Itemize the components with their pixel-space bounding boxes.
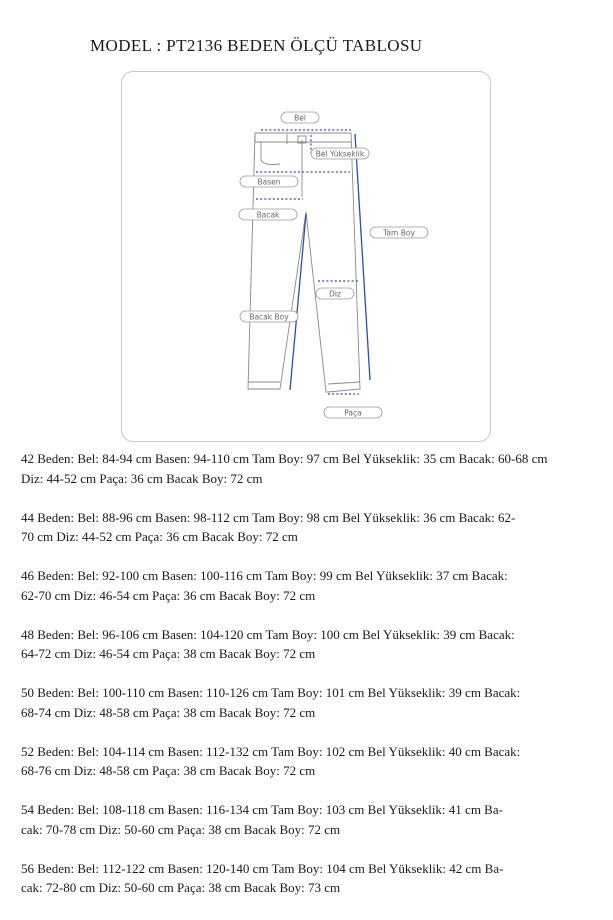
size-entry-56 [21,859,593,898]
label-basen-text: Basen [257,177,281,187]
size-entry-46 [21,566,593,605]
label-bacak [239,209,297,220]
page-title: MODEL : PT2136 BEDEN ÖLÇÜ TABLOSU [90,36,423,55]
size-line: 54 Beden: Bel: 108-118 cm Basen: 116-134 cm Tam Boy: 103 cm Bel Yükseklik: 41 cm Ba- [21,802,503,817]
label-bacak-boy-text: Bacak Boy [249,312,289,322]
label-bacak-text: Bacak [256,210,280,220]
label-bel [281,112,319,123]
label-paca-text: Paça [344,408,362,418]
tam-boy-line [355,134,370,380]
size-line: Diz: 44-52 cm Paça: 36 cm Bacak Boy: 72 cm [21,470,263,486]
size-line: 62-70 cm Diz: 46-54 cm Paça: 36 cm Bacak Boy: 72 cm [21,587,316,603]
measurement-lines [256,130,370,394]
size-line: cak: 70-78 cm Diz: 50-60 cm Paça: 38 cm Bacak Boy: 72 cm [21,821,341,837]
label-bel-text: Bel [294,113,306,123]
size-line: 48 Beden: Bel: 96-106 cm Basen: 104-120 cm Tam Boy: 100 cm Bel Yükseklik: 39 cm Bacak: [21,626,515,642]
label-bel-yukseklik [311,148,369,159]
label-tam-boy-text: Tam Boy [383,228,415,238]
size-line: 52 Beden: Bel: 104-114 cm Basen: 112-132 cm Tam Boy: 102 cm Bel Yükseklik: 40 cm Bacak: [21,743,521,759]
size-line: 50 Beden: Bel: 100-110 cm Basen: 110-126 cm Tam Boy: 101 cm Bel Yükseklik: 39 cm Bacak: [21,685,521,700]
size-line: 64-72 cm Diz: 46-54 cm Paça: 38 cm Bacak Boy: 72 cm [21,646,316,661]
size-line: 42 Beden: Bel: 84-94 cm Basen: 94-110 cm Tam Boy: 97 cm Bel Yükseklik: 35 cm Bacak: 60-68 cm [21,451,548,466]
size-entry-42 [21,449,593,488]
size-line: 70 cm Diz: 44-52 cm Paça: 36 cm Bacak Boy: 72 cm [21,529,298,544]
label-diz-text: Diz [329,289,341,299]
label-tam-boy [370,227,428,238]
label-bel-yukseklik-text: Bel Yükseklik [315,149,365,159]
size-entry-48 [21,625,593,664]
label-paca [324,407,382,418]
size-line: 68-74 cm Diz: 48-58 cm Paça: 38 cm Bacak Boy: 72 cm [21,704,316,720]
size-line: 68-76 cm Diz: 48-58 cm Paça: 38 cm Bacak Boy: 72 cm [21,763,316,778]
size-entry-52 [21,742,593,781]
size-entry-44 [21,508,593,547]
size-line: cak: 72-80 cm Diz: 50-60 cm Paça: 38 cm Bacak Boy: 73 cm [21,880,341,895]
label-basen [240,176,298,187]
size-entry-54 [21,800,593,839]
size-line: 56 Beden: Bel: 112-122 cm Basen: 120-140 cm Tam Boy: 104 cm Bel Yükseklik: 42 cm Ba- [21,860,504,876]
label-bacak-boy [240,311,298,322]
size-line: 44 Beden: Bel: 88-96 cm Basen: 98-112 cm Tam Boy: 98 cm Bel Yükseklik: 36 cm Bacak: 62- [21,509,516,525]
size-entry-50 [21,683,593,722]
label-diz [316,288,354,299]
size-list [21,449,593,917]
pants-diagram [122,72,492,443]
measurement-diagram [121,71,491,442]
size-line: 46 Beden: Bel: 92-100 cm Basen: 100-116 cm Tam Boy: 99 cm Bel Yükseklik: 37 cm Bacak: [21,568,508,583]
